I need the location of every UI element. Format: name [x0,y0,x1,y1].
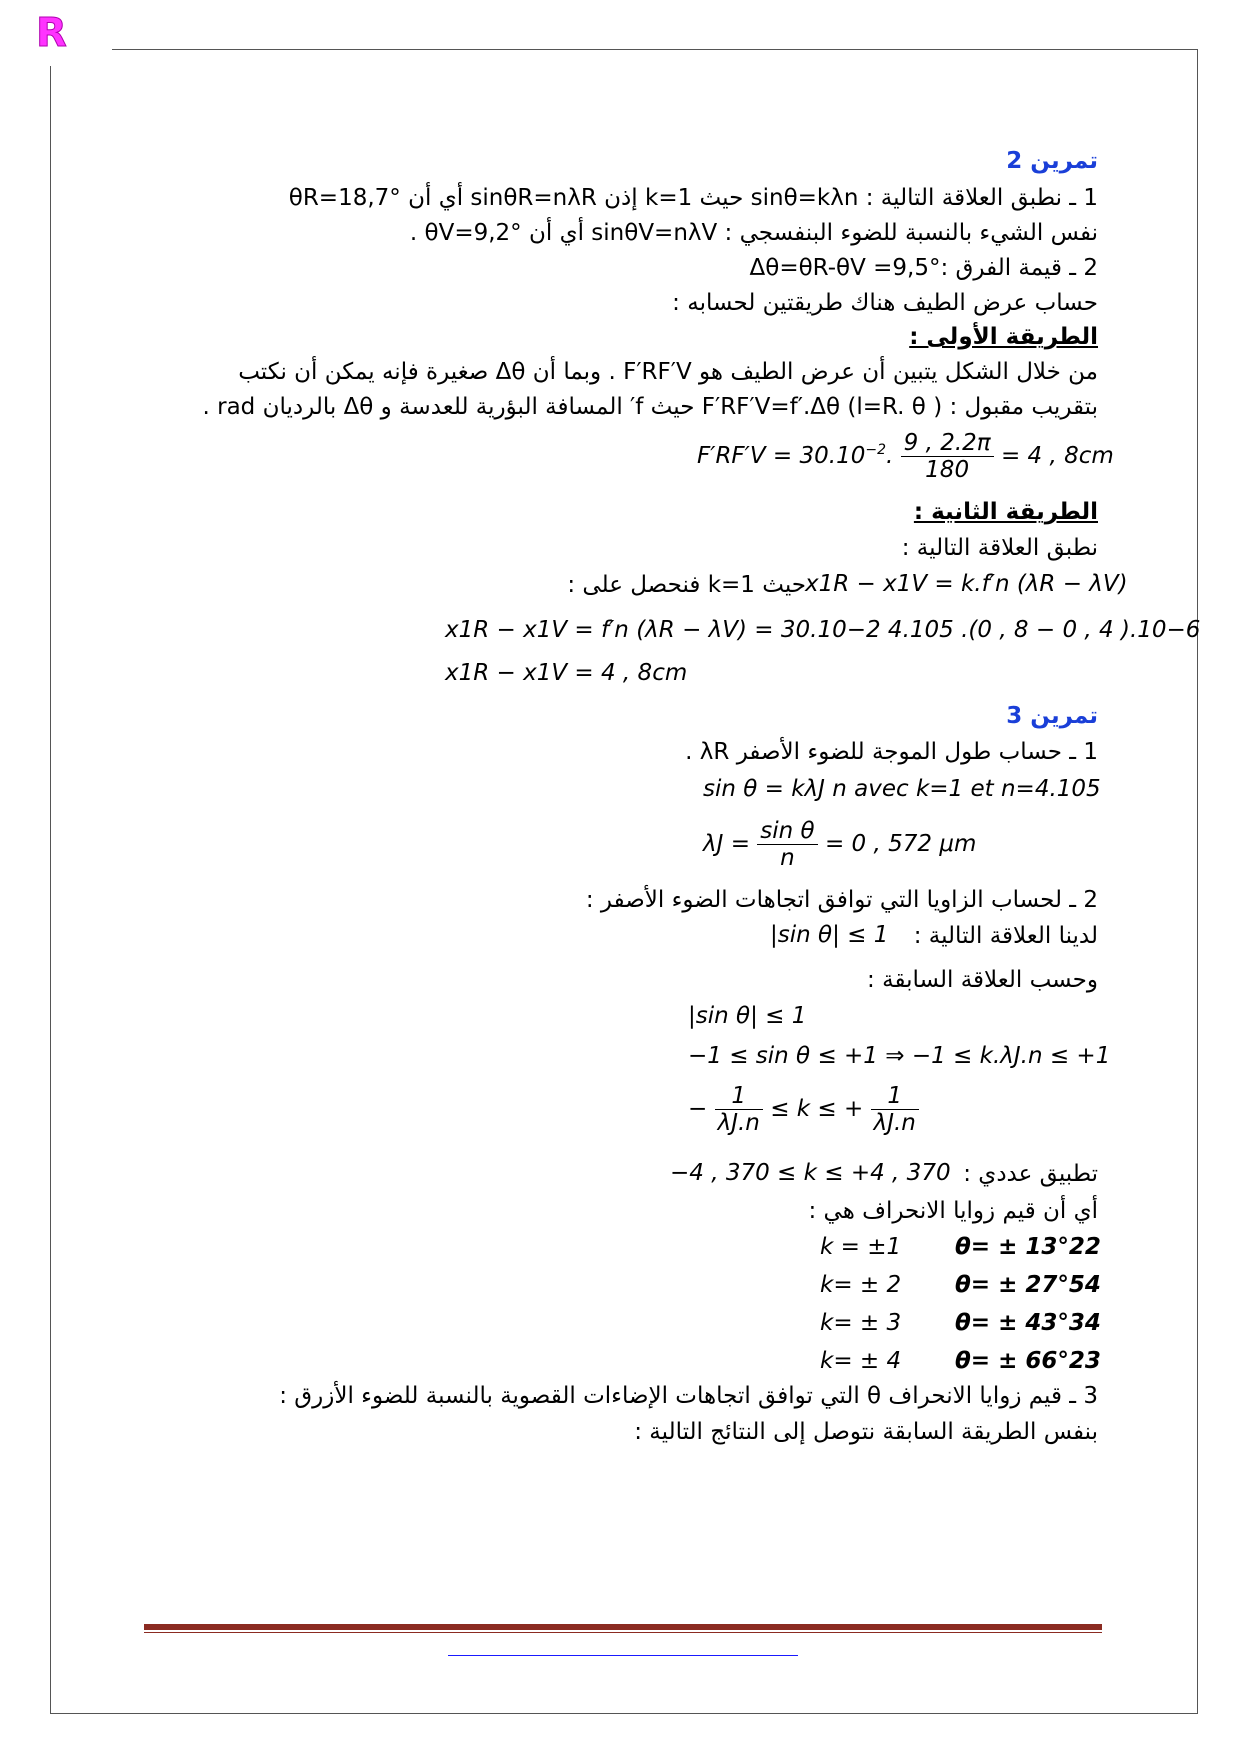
eq-numerator: 9 , 2.2π [901,430,994,457]
ex3-line-2: 2 ـ لحساب الزاويا التي توافق اتجاهات الضوء الأصفر : [585,887,1098,913]
ex2-line-3: 2 ـ قيمة الفرق :Δθ=θR-θV =9,5° [749,255,1098,281]
exercise-3-title: تمرين 3 [1006,703,1098,729]
ex3-line-8: بنفس الطريقة السابقة نتوصل إلى النتائج التالية : [634,1419,1098,1445]
ex3-line-5-text: تطبيق عددي : [963,1161,1098,1187]
logo-r: R [36,10,67,56]
result-k-1: k = ±1 [820,1234,902,1260]
ex3-line-5-equation: −4 , 370 ≤ k ≤ +4 , 370 [670,1160,951,1186]
method-2-line-1: نطبق العلاقة التالية : [901,535,1098,561]
ex3-line-7: 3 ـ قيم زوايا الانحراف θ التي توافق اتجاهات الإضاءات القصوية بالنسبة للضوء الأزرق : [279,1383,1098,1409]
ex3-equation-4: −1 ≤ sin θ ≤ +1 ⇒ −1 ≤ k.λJ.n ≤ +1 [688,1043,1111,1069]
method-2-relation: x1R − x1V = k.f′n (λR − λV) [805,571,1128,597]
frame-right-border [1197,49,1198,1714]
result-theta-3: θ= ± 43°34 [955,1310,1101,1336]
eq-rhs: = 4 , 8cm [1000,443,1114,469]
eq-fraction [901,430,994,483]
frame-left-border [50,66,51,1714]
method-1-heading: الطريقة الأولى : [909,324,1098,350]
eq-denominator: 180 [925,457,970,483]
eq-lhs: F′RF′V = 30.10 [697,443,866,469]
result-theta-4: θ= ± 66°23 [955,1348,1101,1374]
fraction-right-num: 1 [871,1083,919,1110]
frame-bottom-border [50,1713,1198,1714]
result-theta-2: θ= ± 27°54 [955,1272,1101,1298]
frame-top-border [112,49,1198,50]
ex3-line-4: وحسب العلاقة السابقة : [867,967,1098,993]
result-theta-1: θ= ± 13°22 [955,1234,1101,1260]
method-1-line-1: من خلال الشكل يتبين أن عرض الطيف هو F′RF′V . وبما أن Δθ صغيرة فإنه يمكن أن نكتب [238,359,1098,385]
footer-link-underline[interactable] [448,1655,798,1656]
ex2-line-1: 1 ـ نطبق العلاقة التالية : sinθ=kλn حيث k=1 إذن sinθR=nλR أي أن θR=18,7° [288,185,1098,211]
ex3-line-1: 1 ـ حساب طول الموجة للضوء الأصفر λR . [685,739,1098,765]
fraction-left-den: λJ.n [717,1110,760,1136]
method-2-line-2-text: حيث k=1 فنحصل على : [567,572,806,598]
ex3-equation-5: − $\frac{1}{\lambda J.n}$ ≤ k ≤ + $\frac{1}{\lambda J.n}$ [688,1083,919,1136]
fraction-right-den: λJ.n [873,1110,916,1136]
footer-rule [144,1624,1102,1630]
lambda-lhs: λJ = [703,831,750,857]
method-2-heading: الطريقة الثانية : [913,499,1098,525]
footer-rule-thin [144,1632,1102,1633]
fraction-middle: ≤ k ≤ + [770,1096,864,1122]
result-k-2: k= ± 2 [820,1272,902,1298]
fraction-right [871,1083,919,1136]
method-2-equation-2: x1R − x1V = 4 , 8cm [445,660,688,686]
exercise-2-title: تمرين 2 [1006,148,1098,174]
result-k-3: k= ± 3 [820,1310,902,1336]
ex3-equation-3: |sin θ| ≤ 1 [688,1003,807,1029]
eq-exponent: −2 [865,442,886,458]
fraction-left [715,1083,763,1136]
ex3-equation-1: sin θ = kλJ n avec k=1 et n=4.105 [703,776,1101,802]
result-k-4: k= ± 4 [820,1348,902,1374]
lambda-rhs: = 0 , 572 μm [824,831,977,857]
lambda-denominator: n [780,845,795,871]
method-1-line-2: بتقريب مقبول : F′RF′V=f′.Δθ (l=R. θ ) حيث f′ المسافة البؤرية للعدسة و Δθ بالرديان rad . [202,394,1098,420]
ex2-line-2: نفس الشيء بالنسبة للضوء البنفسجي : sinθV=nλV أي أن θV=9,2° . [409,220,1098,246]
ex2-line-4: حساب عرض الطيف هناك طريقتين لحسابه : [672,290,1098,316]
method-2-equation-1: x1R − x1V = f′n (λR − λV) = 30.10−2 4.105 .(0 , 8 − 0 , 4 ).10−6 [445,617,1201,643]
ex3-line-3-equation: |sin θ| ≤ 1 [770,922,889,948]
method-1-equation: $F'RF'V = 30.10^{-2}$. $\frac{9 , 2.2\pi}{180}$ = 4 , 8cm [697,430,1114,483]
lambda-numerator: sin θ [757,818,817,845]
ex3-equation-2 [703,818,976,871]
ex3-line-6: أي أن قيم زوايا الانحراف هي : [808,1198,1098,1224]
lambda-fraction [757,818,817,871]
fraction-left-num: 1 [715,1083,763,1110]
ex3-line-3-text: لدينا العلاقة التالية : [913,923,1098,949]
